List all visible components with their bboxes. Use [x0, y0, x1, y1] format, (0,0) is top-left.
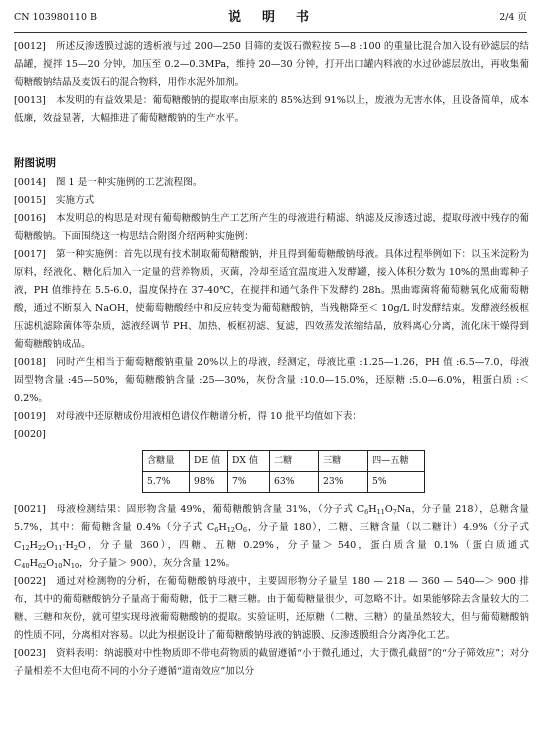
page-number: 2/4 页 [499, 12, 527, 23]
page-header [14, 8, 527, 28]
paragraph-tag: [0012] [14, 41, 46, 52]
paragraph [14, 210, 529, 246]
subscript: 62 [38, 562, 47, 570]
paragraph-text: 所述反渗透膜过滤的透析液与过 200—250 目筛的麦饭石微粒按 5—8 :100 的重量比混合加入设有砂滤层的结晶罐，搅拌 15—20 分钟，加压至 0.2—0.3MPa，维持 20—30 分钟，打开出口罐内料液的水过砂滤层放出，再收集葡萄糖酸钠结晶及麦饭石的混合物料，用作水泥外加剂。 [14, 41, 529, 88]
paragraph [14, 92, 529, 128]
table-cell: 23% [319, 472, 368, 493]
doc-number: CN 103980110 B [14, 12, 97, 23]
paragraph-text: 本发明总的构思是对现有葡萄糖酸钠生产工艺所产生的母液进行精滤、纳滤及反渗透过滤，提取母液中残存的葡萄糖酸钠。下面围绕这一构思结合附图介绍两种实施例： [14, 213, 529, 242]
text-run: O [384, 504, 393, 515]
paragraph-text: 同时产生相当于葡萄糖酸钠重量 20%以上的母液，经测定，母液比重 :1.25—1.26，PH 值 :6.5—7.0，母液固型物含量 :45—50%，葡萄糖酸钠含量 :25—30%，灰份含量 :10.0—15.0%，还原糖 :5.0—6.0%，粗蛋白质 :＜ 0.2%。 [14, 357, 529, 404]
sugar-table-wrapper [142, 450, 529, 493]
text-run: H [368, 504, 377, 515]
paragraph [14, 645, 529, 681]
text-run: O，分子量 360），四糖、五糖 0.29%，分子量＞ 540，蛋白质含量 0.1%（蛋白质通式 C [14, 540, 529, 569]
paragraph-tag: [0021] [14, 504, 46, 515]
subscript: 2 [73, 544, 78, 552]
paragraph [14, 426, 529, 444]
doc-title: 说 明 书 [227, 10, 313, 25]
text-run: ·H [62, 540, 74, 551]
paragraph [14, 573, 529, 645]
subscript: 11 [376, 508, 385, 516]
table-cell: 63% [270, 472, 319, 493]
text-run: ，分子量 180），二糖、三糖含量（以二糖计）4.9%（分子式 C [14, 522, 530, 551]
section-heading: 附图说明 [14, 157, 56, 169]
subscript: 7 [392, 508, 397, 516]
text-run: Na，分子量 218），总糖含量 5.7%，其中：葡萄糖含量 0.4%（分子式 C [14, 504, 529, 533]
paragraph-tag: [0019] [14, 411, 46, 422]
paragraph-text: 对母液中还原糖成份用液相色谱仪作糖谱分析，得 10 批平均值如下表： [55, 411, 363, 422]
paragraph-tag: [0023] [14, 648, 46, 659]
subscript: 22 [38, 544, 47, 552]
paragraph-tag: [0022] [14, 576, 46, 587]
sugar-analysis-table [142, 450, 425, 493]
text-run: N [62, 558, 71, 569]
subscript: 6 [242, 526, 248, 534]
table-cell: 7% [228, 472, 270, 493]
paragraph-tag: [0020] [14, 429, 46, 440]
table-header-cell: 含糖量 [143, 451, 190, 472]
paragraph [14, 408, 529, 426]
text-run: 母液检测结果：固形物含量 49%，葡萄糖酸钠含量 31%，（分子式 C [55, 504, 365, 515]
subscript: 12 [226, 526, 236, 534]
paragraph [14, 501, 529, 573]
paragraph [14, 354, 529, 408]
table-header-cell: DE 值 [190, 451, 228, 472]
paragraph [14, 38, 529, 92]
paragraph-tag: [0016] [14, 213, 46, 224]
text-run: ，分子量＞ 900），灰分含量 12%。 [79, 558, 236, 569]
text-run: O [235, 522, 243, 533]
paragraph-tag: [0015] [14, 195, 46, 206]
table-header-row [143, 451, 425, 472]
paragraph-tag: [0018] [14, 357, 46, 368]
table-row [143, 472, 425, 493]
paragraph-tag: [0017] [14, 249, 46, 260]
paragraph-text: 实施方式 [55, 195, 95, 206]
paragraph-tag: [0014] [14, 177, 46, 188]
table-header-cell: 四—五糖 [368, 451, 425, 472]
paragraph-text: 本发明的有益效果是：葡萄糖酸钠的提取率由原来的 85%达到 91%以上，废液为无害水体，且设备简单，成本低廉，效益显著，大幅推进了葡萄糖酸钠的生产水平。 [14, 95, 529, 124]
text-run: O [46, 540, 55, 551]
subscript: 6 [214, 526, 219, 534]
table-cell: 5% [368, 472, 425, 493]
paragraph-tag: [0013] [14, 95, 46, 106]
paragraph-text: 图 1 是一种实施例的工艺流程图。 [55, 177, 203, 188]
text-run: O [46, 558, 55, 569]
table-cell: 98% [190, 472, 228, 493]
paragraph [14, 246, 529, 354]
paragraph [14, 192, 529, 210]
paragraph-text: 资料表明：纳滤膜对中性物质即不带电荷物质的截留遵循“小于微孔通过，大于微孔截留”的“分子筛效应”；对分子量相差不大但电荷不同的小分子遵循“道南效应”加以分 [14, 648, 529, 677]
subscript: 10 [54, 562, 63, 570]
table-header-cell: 二糖 [270, 451, 319, 472]
header-rule [14, 32, 527, 33]
table-header-cell: DX 值 [228, 451, 270, 472]
table-header-cell: 三糖 [319, 451, 368, 472]
subscript: 6 [364, 508, 369, 516]
paragraph-text: 第一种实施例：首先以现有技术制取葡萄糖酸钠，并且得到葡萄糖酸钠母液。具体过程举例如下：以玉米淀粉为原料，经液化、糖化后加入一定量的营养物质，灭菌，冷却至适宜温度进入发酵罐，接入体积分数为 10%的黑曲霉种子液，PH 值维持在 5.5-6.0，温度保持在 37-40℃，在搅拌和通气条件下发酵约 28h。黑曲霉菌将葡萄糖氧化成葡萄糖酸，通过不断泵入 NaOH，使葡萄糖酸经中和反应转变为葡萄糖酸钠，当残糖降至＜ 10g/L 时发酵结束。发酵液经板框压滤机滤除菌体等杂质，滤液经调节 PH、加热、板框初滤、复滤，四效蒸发浓缩结晶，放料离心分离，流化床干燥得到葡萄糖酸钠成品。 [14, 249, 529, 350]
subscript: 12 [21, 544, 30, 552]
document-body [14, 38, 529, 681]
text-run: H [29, 558, 38, 569]
subscript: 10 [70, 562, 80, 570]
paragraph [14, 174, 529, 192]
subscript: 40 [21, 562, 30, 570]
text-run: H [29, 540, 38, 551]
subscript: 11 [54, 544, 63, 552]
table-cell: 5.7% [143, 472, 190, 493]
paragraph-text: 通过对检测物的分析，在葡萄糖酸钠母液中，主要固形物分子量呈 180 — 218 — 360 — 540—＞ 900 排布，其中的葡萄糖酸钠分子量高于葡萄糖，低于二糖三糖。由于葡萄糖量很少，可忽略不计。如果能够除去含量较大的二糖、三糖和灰份，就可望实现母液葡萄糖酸钠的提取。实验证明，还原糖（二糖、三糖）的量虽然较大，但与葡萄糖酸钠的性质不同，分离相对容易。以此为根据设计了葡萄糖酸钠母液的钠滤膜、反渗透膜组合分离净化工艺。 [14, 576, 529, 641]
text-run: H [218, 522, 227, 533]
